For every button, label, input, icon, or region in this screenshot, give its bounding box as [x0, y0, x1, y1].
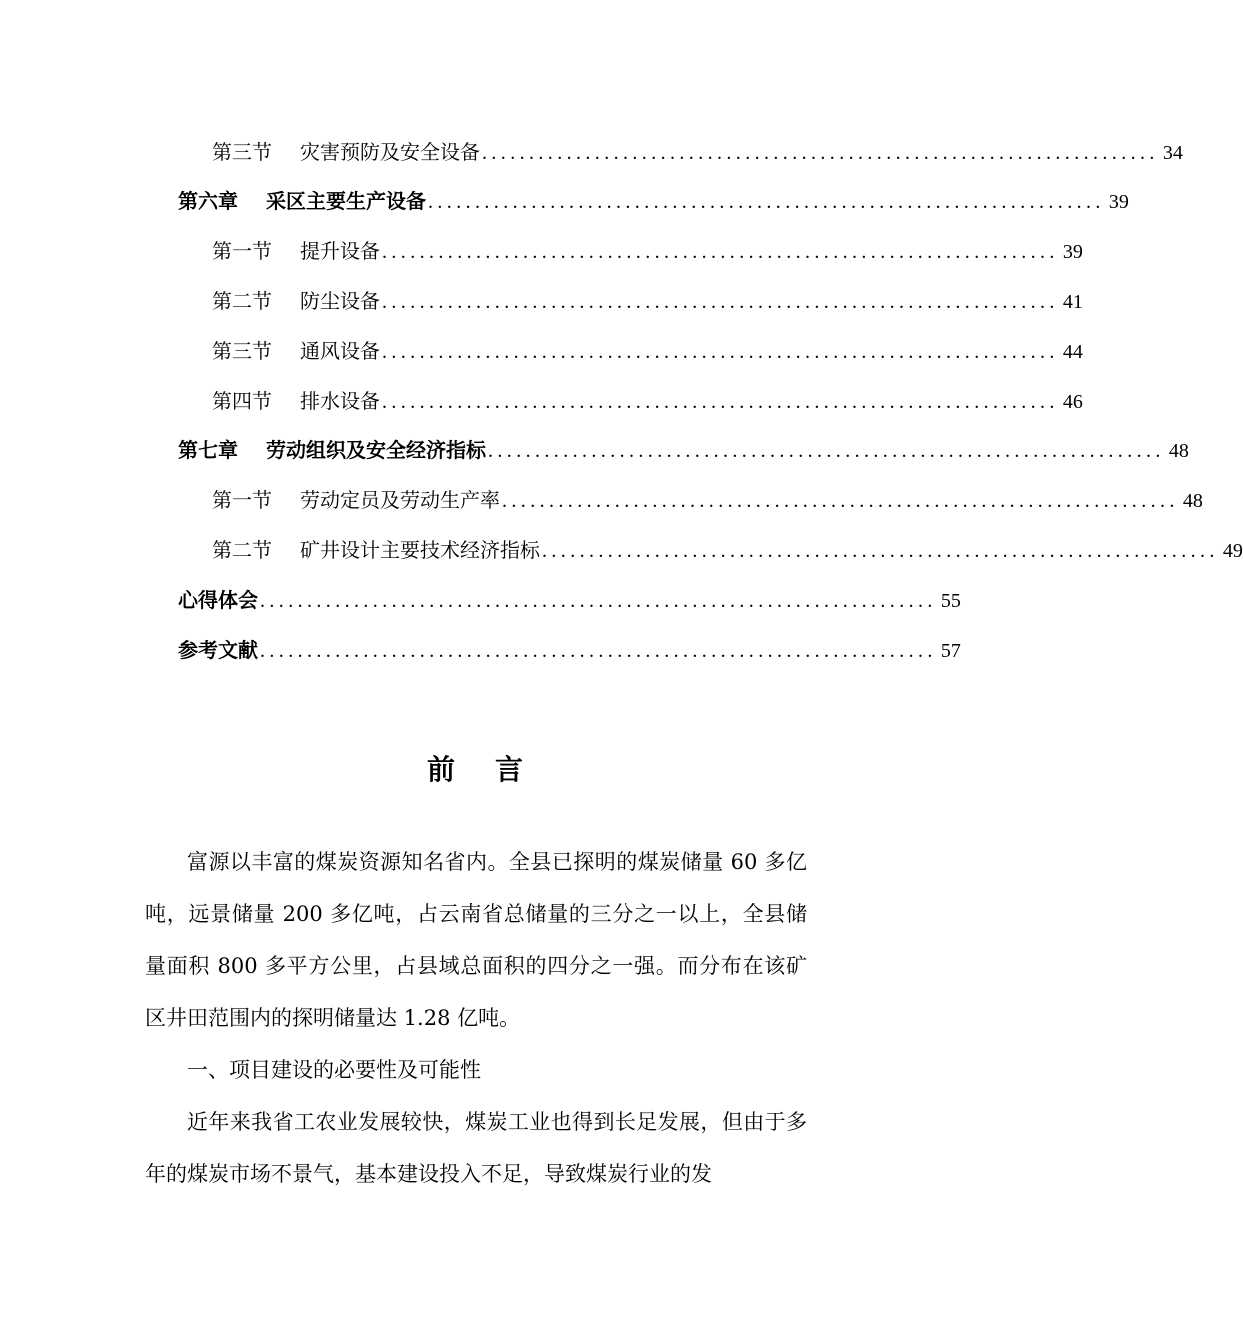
toc-leader-dots: ........................................................................ — [502, 490, 1179, 512]
toc-leader-dots: ........................................................................ — [542, 540, 1219, 562]
toc-entry-page: 39 — [1108, 191, 1129, 213]
toc-entry-page: 57 — [940, 640, 961, 662]
toc-entry[interactable] — [212, 138, 1183, 166]
toc-entry-page: 41 — [1062, 291, 1083, 313]
toc-entry-page: 44 — [1062, 341, 1083, 363]
toc-entry-page: 48 — [1182, 490, 1203, 512]
toc-entry[interactable] — [212, 287, 1083, 315]
toc-entry-number: 第四节 — [212, 389, 272, 413]
toc-entry-number: 第二节 — [212, 538, 272, 562]
toc-entry-title: 劳动定员及劳动生产率 — [300, 488, 500, 512]
toc-entry-number: 第三节 — [212, 339, 272, 363]
toc-leader-dots: ........................................................................ — [260, 640, 937, 662]
preface-section-heading: 一、项目建设的必要性及可能性 — [187, 1058, 481, 1082]
toc-entry-title: 参考文献 — [178, 638, 258, 662]
preface-body — [145, 836, 807, 1200]
toc-entry-page: 46 — [1062, 391, 1083, 413]
toc-entry-page: 55 — [940, 590, 961, 612]
toc-leader-dots: ........................................................................ — [382, 241, 1059, 263]
toc-entry-title: 灾害预防及安全设备 — [300, 140, 480, 164]
toc-entry-title: 通风设备 — [300, 339, 380, 363]
toc-leader-dots: ........................................................................ — [382, 341, 1059, 363]
toc-entry-title: 心得体会 — [178, 588, 258, 612]
toc-leader-dots: ........................................................................ — [382, 391, 1059, 413]
toc-entry-number: 第六章 — [178, 189, 238, 213]
toc-entry[interactable] — [212, 536, 1243, 564]
toc-entry[interactable] — [178, 636, 961, 664]
toc-entry-number: 第三节 — [212, 140, 272, 164]
toc-entry-number: 第七章 — [178, 438, 238, 462]
toc-entry[interactable] — [212, 237, 1083, 265]
toc-entry-title: 防尘设备 — [300, 289, 380, 313]
toc-entry-page: 34 — [1162, 142, 1183, 164]
toc-entry[interactable] — [178, 436, 1189, 464]
toc-entry-title: 采区主要生产设备 — [266, 189, 426, 213]
toc-entry[interactable] — [212, 387, 1083, 415]
toc-entry-title: 矿井设计主要技术经济指标 — [300, 538, 540, 562]
toc-entry-title: 提升设备 — [300, 239, 380, 263]
preface-paragraph: 近年来我省工农业发展较快，煤炭工业也得到长足发展，但由于多年的煤炭市场不景气，基本建设投入不足，导致煤炭行业的发 — [145, 1110, 807, 1186]
toc-entry-number: 第一节 — [212, 239, 272, 263]
toc-entry[interactable] — [178, 586, 961, 614]
toc-entry-title: 排水设备 — [300, 389, 380, 413]
toc-entry-page: 39 — [1062, 241, 1083, 263]
toc-entry[interactable] — [212, 337, 1083, 365]
toc-leader-dots: ........................................................................ — [428, 191, 1105, 213]
toc-entry-number: 第一节 — [212, 488, 272, 512]
toc-leader-dots: ........................................................................ — [260, 590, 937, 612]
toc-entry-page: 48 — [1168, 440, 1189, 462]
toc-entry-number: 第二节 — [212, 289, 272, 313]
toc-entry-title: 劳动组织及安全经济指标 — [266, 438, 486, 462]
toc-leader-dots: ........................................................................ — [488, 440, 1165, 462]
toc-entry-page: 49 — [1222, 540, 1243, 562]
preface-paragraph: 富源以丰富的煤炭资源知名省内。全县已探明的煤炭储量 60 多亿吨，远景储量 200 多亿吨，占云南省总储量的三分之一以上，全县储量面积 800 多平方公里，占县域总面积的四分之一强。而分布在该矿区井田范围内的探明储量达 1.28 亿吨。 — [145, 850, 807, 1030]
toc-entry[interactable] — [212, 486, 1203, 514]
toc-entry[interactable] — [178, 187, 1129, 215]
preface-title: 前言 — [426, 753, 563, 786]
toc-leader-dots: ........................................................................ — [482, 142, 1159, 164]
toc-leader-dots: ........................................................................ — [382, 291, 1059, 313]
